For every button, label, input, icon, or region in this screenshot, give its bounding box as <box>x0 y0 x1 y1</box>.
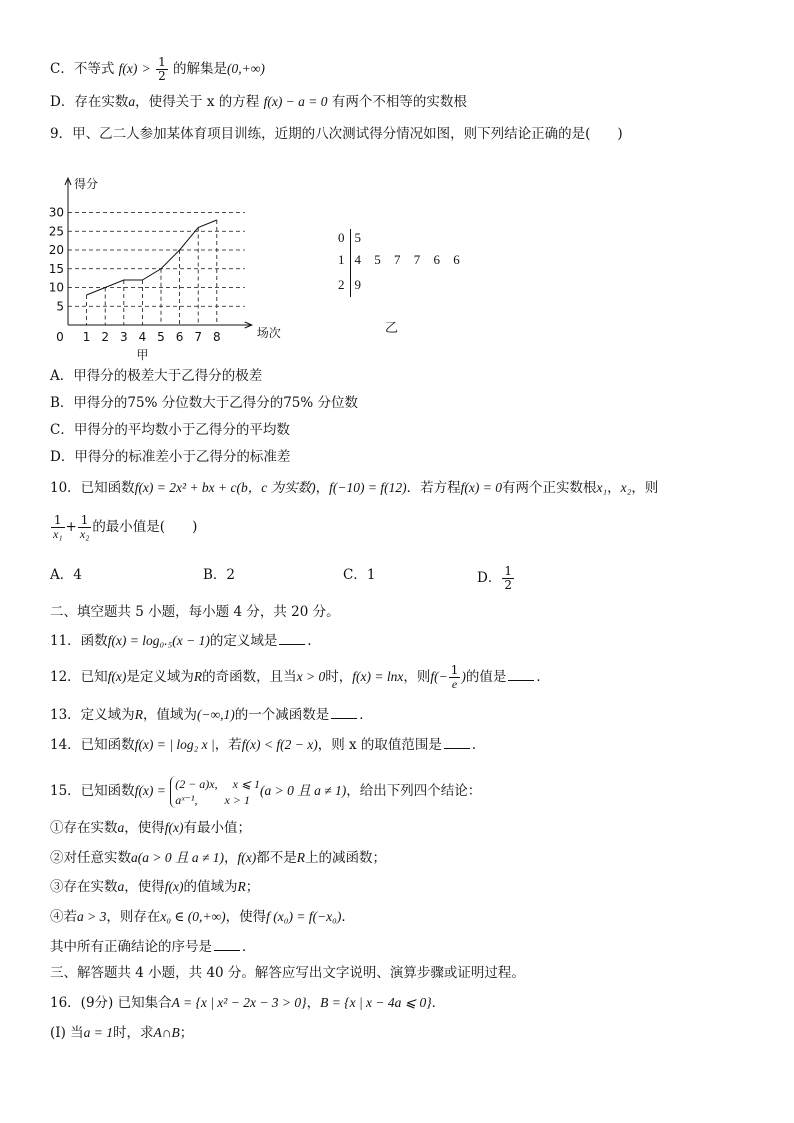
x-tick-7: 7 <box>194 330 203 344</box>
question-11: 11．函数f(x) = log₀.₅(x − 1)的定义域是 ． <box>50 633 321 649</box>
question-16-part-1: (Ⅰ) 当a = 1时，求A∩B； <box>50 1025 194 1041</box>
stem-leaf-title: 乙 <box>385 321 399 336</box>
fx-math: f(x) <box>118 61 138 76</box>
stem-row-0: 0 5 <box>338 230 361 245</box>
q10-option-b: B．2 <box>203 567 236 583</box>
q15-conclusion: 其中所有正确结论的序号是 ． <box>50 939 256 955</box>
question-16: 16．(9分) 已知集合A = {x | x² − 2x − 3 > 0}，B = {x | x − 4a ⩽ 0}． <box>50 995 446 1011</box>
fraction-inv-x1: $\frac{1}{\text{x₁}}$ <box>53 513 63 541</box>
q15-item-3: ③存在实数a，使得f(x)的值域为R； <box>50 879 260 895</box>
x-axis-label: 场次 <box>256 326 281 340</box>
y-axis-label: 得分 <box>74 177 99 191</box>
answer-blank <box>444 736 470 749</box>
section-2-heading: 二、填空题共 5 小题，每小题 4 分，共 20 分。 <box>50 604 340 620</box>
chart-drop-lines <box>87 220 217 325</box>
stem-row-1: 1 4 5 7 7 6 6 <box>338 252 460 267</box>
x-tick-4: 4 <box>138 330 147 344</box>
option-c-line: C．不等式 f(x) > $\frac{1}{2}$ 的解集是(0,+∞) <box>50 55 265 83</box>
q9-option-b: B．甲得分的75% 分位数大于乙得分的75% 分位数 <box>50 395 359 411</box>
question-14: 14．已知函数f(x) = | log₂ x |，若f(x) < f(2 − x)，则 x 的取值范围是 ． <box>50 737 486 753</box>
x-tick-8: 8 <box>212 330 221 344</box>
fraction-half-d: $\frac{1}{2}$ <box>504 564 512 592</box>
q10-option-a: A．4 <box>50 567 82 583</box>
answer-blank <box>331 706 357 719</box>
question-10-expr: $\frac{1}{\text{x₁}}$ + $\frac{1}{\text{x₂}}$ 的最小值是( ) <box>53 513 198 541</box>
y-tick-30: 30 <box>48 205 64 220</box>
y-tick-15: 15 <box>48 261 64 276</box>
question-9: 9．甲、乙二人参加某体育项目训练，近期的八次测试得分情况如图，则下列结论正确的是( ) <box>50 126 623 142</box>
option-d-line: D．存在实数a，使得关于 x 的方程 f(x) − a = 0 有两个不相等的实数根 <box>50 94 467 110</box>
chart-ticks <box>49 206 221 345</box>
x-tick-1: 1 <box>82 330 91 344</box>
piecewise-brace: (2 − a)x, x ⩽ 1 aˣ⁻¹, x > 1 <box>170 776 260 808</box>
chart-axes <box>65 178 252 328</box>
section-3-heading: 三、解答题共 4 小题，共 40 分。解答应写出文字说明、演算步骤或证明过程。 <box>50 965 525 981</box>
q9-option-c: C．甲得分的平均数小于乙得分的平均数 <box>50 422 290 438</box>
x-tick-2: 2 <box>101 330 110 344</box>
y-tick-20: 20 <box>48 243 64 257</box>
q10-option-c: C．1 <box>343 567 376 583</box>
answer-blank <box>279 632 305 645</box>
question-15: 15．已知函数f(x) = (2 − a)x, x ⩽ 1 aˣ⁻¹, x > 1 (a > 0 且 a ≠ 1)，给出下列四个结论： <box>50 776 482 807</box>
fraction-half: $\frac{1}{2}$ <box>158 55 166 83</box>
q15-item-4: ④若a > 3，则存在x₀ ∈ (0,+∞)，使得f (x₀) = f(−x₀)． <box>50 909 355 925</box>
score-line-chart <box>40 172 300 362</box>
q9-option-a: A．甲得分的极差大于乙得分的极差 <box>50 368 263 384</box>
chart-title: 甲 <box>136 348 149 362</box>
fraction-inv-e: $\frac{1}{e}$ <box>450 663 459 691</box>
question-13: 13．定义域为R，值域为(−∞,1)的一个减函数是 ． <box>50 707 373 723</box>
question-12: 12．已知f(x)是定义域为R的奇函数，且当x > 0时，f(x) = lnx，则f(− $\frac{1}{e}$ )的值是 ． <box>50 663 550 691</box>
answer-blank <box>508 668 534 681</box>
q15-item-1: ①存在实数a，使得f(x)有最小值； <box>50 820 251 836</box>
x-tick-0: 0 <box>56 330 64 344</box>
fraction-inv-x2: $\frac{1}{\text{x₂}}$ <box>79 513 90 541</box>
q15-item-2: ②对任意实数a(a > 0 且 a ≠ 1)，f(x)都不是R上的减函数； <box>50 850 386 866</box>
x-tick-3: 3 <box>119 330 128 344</box>
question-10: 10．已知函数f(x) = 2x² + bx + c(b，c 为实数)，f(−10) = f(12)．若方程f(x) = 0有两个正实数根x₁，x₂，则 <box>50 480 659 496</box>
x-tick-5: 5 <box>157 330 165 344</box>
y-tick-25: 25 <box>48 224 64 239</box>
q9-option-d: D．甲得分的标准差小于乙得分的标准差 <box>50 449 291 465</box>
x-tick-6: 6 <box>175 330 184 344</box>
y-tick-10: 10 <box>48 280 64 295</box>
q10-option-d: D． $\frac{1}{2}$ <box>477 564 512 592</box>
stem-row-2: 2 9 <box>338 277 361 292</box>
answer-blank <box>214 938 240 951</box>
y-tick-5: 5 <box>56 299 64 314</box>
